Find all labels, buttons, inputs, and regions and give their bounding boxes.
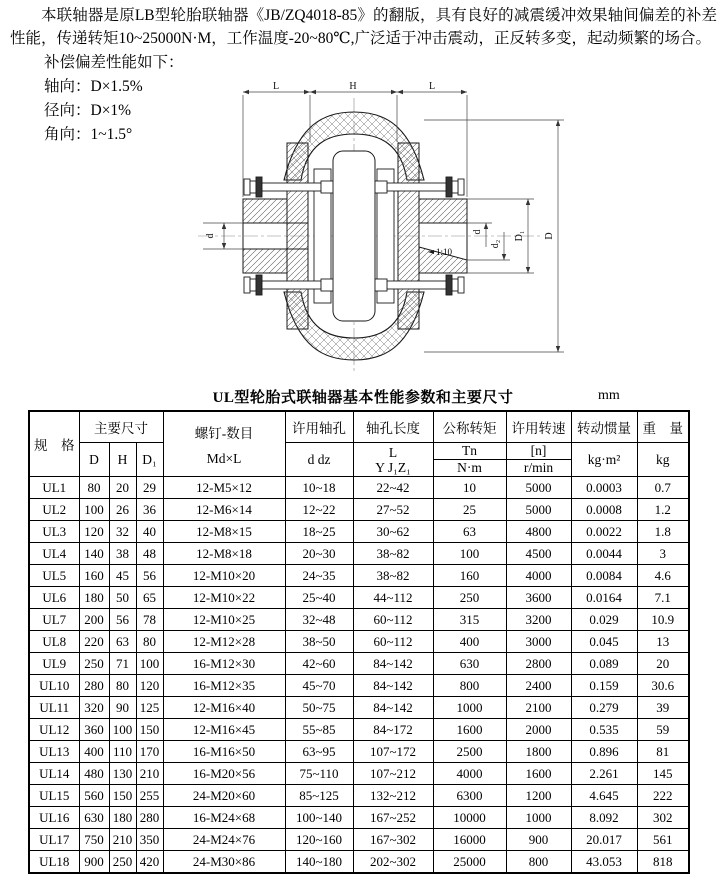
table-cell: 59 (637, 719, 689, 741)
table-cell: 1600 (433, 719, 506, 741)
table-cell: 400 (433, 631, 506, 653)
table-cell: 210 (136, 763, 163, 785)
table-cell: 80 (136, 631, 163, 653)
table-cell: 360 (79, 719, 109, 741)
table-row (29, 851, 689, 874)
table-cell: UL12 (29, 719, 79, 741)
table-cell: 30.6 (637, 675, 689, 697)
spec-subheading: 补偿偏差性能如下： (44, 54, 184, 71)
table-cell: UL15 (29, 785, 79, 807)
header-inertia-unit: kg·m² (571, 443, 637, 477)
dim-label-d-right: d (472, 229, 483, 235)
table-cell: 0.535 (571, 719, 637, 741)
table-cell: 100 (136, 653, 163, 675)
table-cell: 1.8 (637, 521, 689, 543)
table-cell: 20~30 (285, 543, 353, 565)
table-cell: 167~302 (353, 829, 433, 851)
table-cell: 100~140 (285, 807, 353, 829)
table-cell: 48 (136, 543, 163, 565)
table-cell: 55~85 (285, 719, 353, 741)
table-cell: 12-M6×14 (163, 499, 285, 521)
table-cell: 120 (136, 675, 163, 697)
dim-label-l-right: L (428, 81, 436, 92)
table-cell: 78 (136, 609, 163, 631)
header-torque: 公称转矩 (433, 411, 506, 443)
table-cell: 38 (109, 543, 136, 565)
table-cell: 12-M10×25 (163, 609, 285, 631)
table-cell: 222 (637, 785, 689, 807)
table-cell: 71 (109, 653, 136, 675)
table-row (29, 807, 689, 829)
table-cell: 45~70 (285, 675, 353, 697)
header-speed-unit: r/min (506, 460, 571, 477)
dim-label-l-left: L (272, 81, 280, 92)
table-cell: 22~42 (353, 477, 433, 499)
table-cell: 167~252 (353, 807, 433, 829)
table-cell: 1600 (506, 763, 571, 785)
table-cell: 56 (136, 565, 163, 587)
table-cell: 60~112 (353, 631, 433, 653)
table-cell: 90 (109, 697, 136, 719)
table-cell: 210 (109, 829, 136, 851)
table-cell: 30~62 (353, 521, 433, 543)
table-cell: 4800 (506, 521, 571, 543)
table-row (29, 587, 689, 609)
intro-paragraph: 本联轴器是原LB型轮胎联轴器《JB/ZQ4018-85》的翻版，具有良好的减震缓冲效果轴间偏差的补差性能，传递转矩10~25000N·M，工作温度-20~80℃,广泛适于冲击震动，正反转多变，起动频繁的场合。 (10, 7, 717, 47)
header-bore-len-sub (353, 443, 433, 477)
table-row (29, 653, 689, 675)
table-cell: 110 (109, 741, 136, 763)
table-cell: 20.017 (571, 829, 637, 851)
table-cell: 84~142 (353, 675, 433, 697)
table-cell: 0.159 (571, 675, 637, 697)
coupling-drawing-area (0, 80, 726, 388)
table-cell: 302 (637, 807, 689, 829)
table-cell: 2000 (506, 719, 571, 741)
table-cell: 0.0044 (571, 543, 637, 565)
table-cell: 43.053 (571, 851, 637, 874)
table-cell: 63 (109, 631, 136, 653)
table-cell: 75~110 (285, 763, 353, 785)
spec-axial: 轴向：D×1.5% (44, 78, 143, 95)
header-weight-unit: kg (637, 443, 689, 477)
table-cell: 320 (79, 697, 109, 719)
table-cell: 400 (79, 741, 109, 763)
table-row (29, 631, 689, 653)
table-cell: UL9 (29, 653, 79, 675)
table-cell: 24-M24×76 (163, 829, 285, 851)
table-cell: 1000 (433, 697, 506, 719)
table-cell: 10000 (433, 807, 506, 829)
table-cell: 100 (109, 719, 136, 741)
table-cell: 42~60 (285, 653, 353, 675)
table-cell: 3 (637, 543, 689, 565)
table-cell: 25000 (433, 851, 506, 874)
table-cell: 180 (109, 807, 136, 829)
table-cell: UL16 (29, 807, 79, 829)
table-cell: UL18 (29, 851, 79, 874)
dim-label-d1: D₁ (514, 230, 525, 242)
table-cell: UL10 (29, 675, 79, 697)
table-cell: UL11 (29, 697, 79, 719)
header-main-dims: 主要尺寸 (79, 411, 163, 443)
table-cell: 10 (433, 477, 506, 499)
table-cell: 12-M8×15 (163, 521, 285, 543)
header-screw-sub: Md×L (206, 450, 242, 466)
table-row (29, 543, 689, 565)
table-cell: 26 (109, 499, 136, 521)
table-cell: UL1 (29, 477, 79, 499)
table-cell: 480 (79, 763, 109, 785)
table-cell: 800 (433, 675, 506, 697)
table-cell: UL14 (29, 763, 79, 785)
table-cell: 100 (79, 499, 109, 521)
table-cell: 5000 (506, 499, 571, 521)
table-cell: 38~82 (353, 543, 433, 565)
table-cell: 0.045 (571, 631, 637, 653)
table-cell: 0.279 (571, 697, 637, 719)
table-cell: 16-M20×56 (163, 763, 285, 785)
table-cell: 32 (109, 521, 136, 543)
table-cell: UL2 (29, 499, 79, 521)
table-cell: 800 (506, 851, 571, 874)
table-cell: 3000 (506, 631, 571, 653)
table-cell: UL13 (29, 741, 79, 763)
table-cell: 120 (79, 521, 109, 543)
table-row (29, 609, 689, 631)
table-cell: 16000 (433, 829, 506, 851)
table-cell: 27~52 (353, 499, 433, 521)
table-cell: 10.9 (637, 609, 689, 631)
table-row (29, 829, 689, 851)
header-torque-unit: N·m (433, 460, 506, 477)
parameters-table (28, 410, 690, 874)
table-cell: 12-M5×12 (163, 477, 285, 499)
table-cell: 4.6 (637, 565, 689, 587)
table-cell: 107~172 (353, 741, 433, 763)
table-cell: 1800 (506, 741, 571, 763)
table-cell: 12-M16×45 (163, 719, 285, 741)
table-row (29, 741, 689, 763)
table-cell: 10~18 (285, 477, 353, 499)
table-cell: 900 (506, 829, 571, 851)
table-cell: 6300 (433, 785, 506, 807)
header-speed-sym: [n] (506, 443, 571, 460)
table-cell: 2.261 (571, 763, 637, 785)
table-cell: 350 (136, 829, 163, 851)
table-cell: 0.0084 (571, 565, 637, 587)
table-cell: 2400 (506, 675, 571, 697)
header-bore-len-series: Y J₁Z₁ (375, 459, 411, 475)
table-cell: 24-M20×60 (163, 785, 285, 807)
table-row (29, 477, 689, 499)
table-cell: 145 (637, 763, 689, 785)
table-cell: 50~75 (285, 697, 353, 719)
table-cell: 45 (109, 565, 136, 587)
header-weight: 重 量 (637, 411, 689, 443)
table-cell: 0.7 (637, 477, 689, 499)
table-cell: 561 (637, 829, 689, 851)
table-row (29, 719, 689, 741)
header-screw (163, 411, 285, 477)
table-cell: 750 (79, 829, 109, 851)
table-cell: 20 (637, 653, 689, 675)
table-cell: 12~22 (285, 499, 353, 521)
table-cell: 420 (136, 851, 163, 874)
table-cell: 140 (79, 543, 109, 565)
table-cell: 85~125 (285, 785, 353, 807)
table-cell: 1000 (506, 807, 571, 829)
table-cell: 120~160 (285, 829, 353, 851)
header-inertia: 转动惯量 (571, 411, 637, 443)
table-cell: 132~212 (353, 785, 433, 807)
table-cell: 7.1 (637, 587, 689, 609)
dim-label-d-left: d (205, 233, 216, 239)
spec-angular: 角向：1~1.5° (44, 126, 133, 143)
table-cell: UL5 (29, 565, 79, 587)
table-body (29, 477, 689, 874)
table-cell: 84~172 (353, 719, 433, 741)
header-screw-title: 螺钉-数目 (194, 425, 254, 441)
table-cell: 24-M30×86 (163, 851, 285, 874)
table-title: UL型轮胎式联轴器基本性能参数和主要尺寸 (212, 390, 514, 406)
table-cell: 40 (136, 521, 163, 543)
table-cell: 130 (109, 763, 136, 785)
table-cell: 1.2 (637, 499, 689, 521)
table-cell: 13 (637, 631, 689, 653)
table-cell: UL6 (29, 587, 79, 609)
table-cell: 16-M24×68 (163, 807, 285, 829)
table-cell: 2100 (506, 697, 571, 719)
table-cell: 100 (433, 543, 506, 565)
dim-label-h: H (349, 81, 357, 92)
table-cell: 63 (433, 521, 506, 543)
table-cell: 18~25 (285, 521, 353, 543)
table-cell: UL3 (29, 521, 79, 543)
table-cell: 3200 (506, 609, 571, 631)
spec-radial: 径向：D×1% (44, 102, 132, 119)
table-row (29, 763, 689, 785)
table-cell: 315 (433, 609, 506, 631)
table-cell: 280 (136, 807, 163, 829)
table-cell: 50 (109, 587, 136, 609)
table-cell: 29 (136, 477, 163, 499)
table-cell: 12-M16×40 (163, 697, 285, 719)
table-cell: 80 (79, 477, 109, 499)
table-cell: 60~112 (353, 609, 433, 631)
table-cell: 0.0003 (571, 477, 637, 499)
table-cell: 38~50 (285, 631, 353, 653)
table-cell: 560 (79, 785, 109, 807)
dim-label-big-d: D (544, 232, 555, 240)
table-row (29, 697, 689, 719)
table-cell: 630 (433, 653, 506, 675)
table-row (29, 565, 689, 587)
table-cell: 250 (433, 587, 506, 609)
table-cell: 160 (79, 565, 109, 587)
header-bore-len-sym: L (388, 444, 398, 460)
table-cell: UL17 (29, 829, 79, 851)
header-col-d1: D₁ (136, 443, 163, 477)
table-cell: 0.089 (571, 653, 637, 675)
dim-label-d2: d₂ (490, 239, 501, 249)
table-cell: 16-M16×50 (163, 741, 285, 763)
table-cell: 0.0164 (571, 587, 637, 609)
table-cell: 5000 (506, 477, 571, 499)
table-cell: 250 (79, 653, 109, 675)
table-cell: 16-M12×30 (163, 653, 285, 675)
table-cell: 1200 (506, 785, 571, 807)
table-cell: 2500 (433, 741, 506, 763)
header-speed: 许用转速 (506, 411, 571, 443)
table-cell: 4000 (506, 565, 571, 587)
table-cell: 140~180 (285, 851, 353, 874)
table-cell: 44~112 (353, 587, 433, 609)
table-cell: 4000 (433, 763, 506, 785)
table-cell: 24~35 (285, 565, 353, 587)
table-cell: 2800 (506, 653, 571, 675)
table-cell: 81 (637, 741, 689, 763)
table-cell: 200 (79, 609, 109, 631)
table-cell: 160 (433, 565, 506, 587)
table-cell: 20 (109, 477, 136, 499)
table-cell: 0.896 (571, 741, 637, 763)
table-cell: 12-M10×20 (163, 565, 285, 587)
table-cell: 12-M12×28 (163, 631, 285, 653)
table-cell: 56 (109, 609, 136, 631)
table-row (29, 675, 689, 697)
table-cell: 150 (109, 785, 136, 807)
table-cell: 65 (136, 587, 163, 609)
table-cell: 4.645 (571, 785, 637, 807)
table-cell: 250 (109, 851, 136, 874)
header-col-d: D (79, 443, 109, 477)
table-cell: 84~142 (353, 697, 433, 719)
table-cell: 32~48 (285, 609, 353, 631)
table-cell: 39 (637, 697, 689, 719)
table-cell: 0.0022 (571, 521, 637, 543)
table-cell: 0.029 (571, 609, 637, 631)
table-cell: 12-M10×22 (163, 587, 285, 609)
table-cell: 0.0008 (571, 499, 637, 521)
table-cell: 170 (136, 741, 163, 763)
table-cell: 630 (79, 807, 109, 829)
table-cell: 107~212 (353, 763, 433, 785)
hub-barrel (333, 151, 375, 321)
table-cell: 180 (79, 587, 109, 609)
header-torque-sym: Tn (433, 443, 506, 460)
table-cell: 4500 (506, 543, 571, 565)
table-cell: 12-M8×18 (163, 543, 285, 565)
table-cell: 818 (637, 851, 689, 874)
taper-label: 1:10 (436, 247, 453, 257)
coupling-drawing (0, 80, 726, 388)
table-cell: 900 (79, 851, 109, 874)
table-cell: 38~82 (353, 565, 433, 587)
header-spec: 规 格 (29, 411, 79, 477)
table-cell: 3600 (506, 587, 571, 609)
table-cell: 84~142 (353, 653, 433, 675)
table-cell: 80 (109, 675, 136, 697)
table-cell: 255 (136, 785, 163, 807)
header-bore: 许用轴孔 (285, 411, 353, 443)
table-row (29, 785, 689, 807)
table-cell: 8.092 (571, 807, 637, 829)
table-cell: UL4 (29, 543, 79, 565)
table-cell: 202~302 (353, 851, 433, 874)
table-cell: UL7 (29, 609, 79, 631)
header-bore-len: 轴孔长度 (353, 411, 433, 443)
table-unit-label: mm (598, 388, 620, 403)
table-cell: 125 (136, 697, 163, 719)
table-cell: 220 (79, 631, 109, 653)
table-cell: UL8 (29, 631, 79, 653)
table-header (29, 411, 689, 477)
table-row (29, 521, 689, 543)
table-cell: 63~95 (285, 741, 353, 763)
table-cell: 16-M12×35 (163, 675, 285, 697)
table-cell: 280 (79, 675, 109, 697)
table-cell: 36 (136, 499, 163, 521)
table-cell: 150 (136, 719, 163, 741)
header-col-h: H (109, 443, 136, 477)
table-row (29, 499, 689, 521)
header-bore-sub: d dz (285, 443, 353, 477)
table-cell: 25 (433, 499, 506, 521)
table-cell: 25~40 (285, 587, 353, 609)
